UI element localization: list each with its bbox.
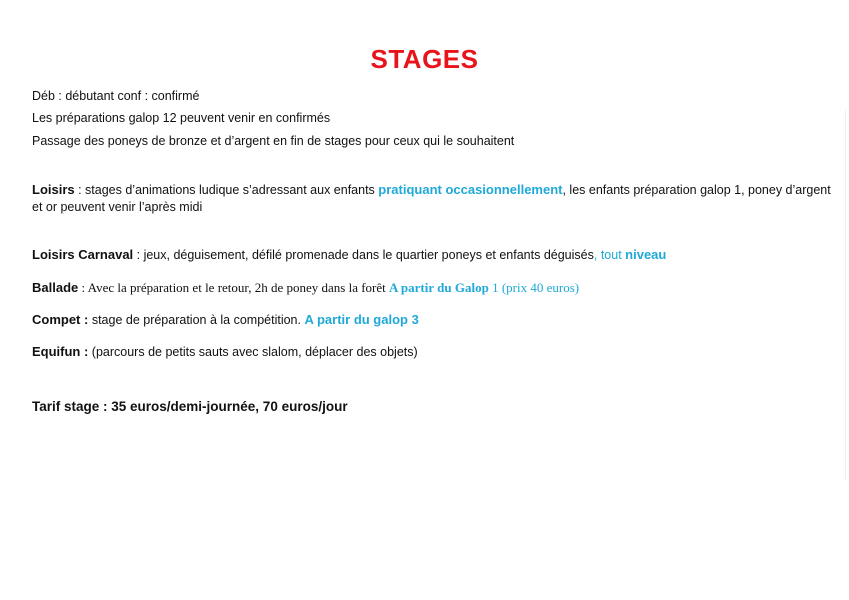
ballade-text: : Avec la préparation et le retour, 2h de poney dans la forêt xyxy=(78,280,390,295)
abbreviation-legend: Déb : débutant conf : confirmé xyxy=(32,89,200,103)
note-galop-preparation: Les préparations galop 12 peuvent venir en confirmés xyxy=(32,111,331,125)
compet-paragraph xyxy=(32,311,832,329)
equifun-paragraph xyxy=(32,343,832,361)
loisirs-text-1: : stages d’animations ludique s’adressant aux enfants xyxy=(74,183,379,197)
ballade-paragraph xyxy=(32,279,832,297)
carnaval-highlight-2: niveau xyxy=(625,247,667,262)
ballade-highlight-bold: A partir du Galop xyxy=(389,280,493,295)
carnaval-label: Loisirs Carnaval xyxy=(32,247,134,262)
carnaval-paragraph xyxy=(32,246,832,264)
loisirs-label: Loisirs xyxy=(32,182,75,197)
loisirs-text-2: , les enfants préparation galop 1, poney d’argent et or peuvent venir l’après midi xyxy=(32,183,831,214)
loisirs-highlight: pratiquant occasionnellement xyxy=(378,182,563,197)
note-bronze-silver-ponies: Passage des poneys de bronze et d’argent en fin de stages pour ceux qui le souhaitent xyxy=(32,134,515,148)
ballade-highlight-rest: 1 (prix 40 euros) xyxy=(492,280,580,295)
compet-label: Compet : xyxy=(32,312,89,327)
tarif-line: Tarif stage : 35 euros/demi-journée, 70 euros/jour xyxy=(32,399,348,414)
carnaval-highlight-1: , tout xyxy=(593,248,626,262)
loisirs-paragraph xyxy=(32,181,832,216)
page-edge-divider xyxy=(845,110,846,480)
ballade-label: Ballade xyxy=(32,280,79,295)
compet-text: stage de préparation à la compétition. xyxy=(88,313,305,327)
page-title: STAGES xyxy=(370,44,479,74)
equifun-label: Equifun : xyxy=(32,344,89,359)
equifun-text: (parcours de petits sauts avec slalom, déplacer des objets) xyxy=(88,345,418,359)
compet-highlight: A partir du galop 3 xyxy=(304,312,419,327)
carnaval-text: : jeux, déguisement, défilé promenade dans le quartier poneys et enfants déguisés xyxy=(133,248,594,262)
